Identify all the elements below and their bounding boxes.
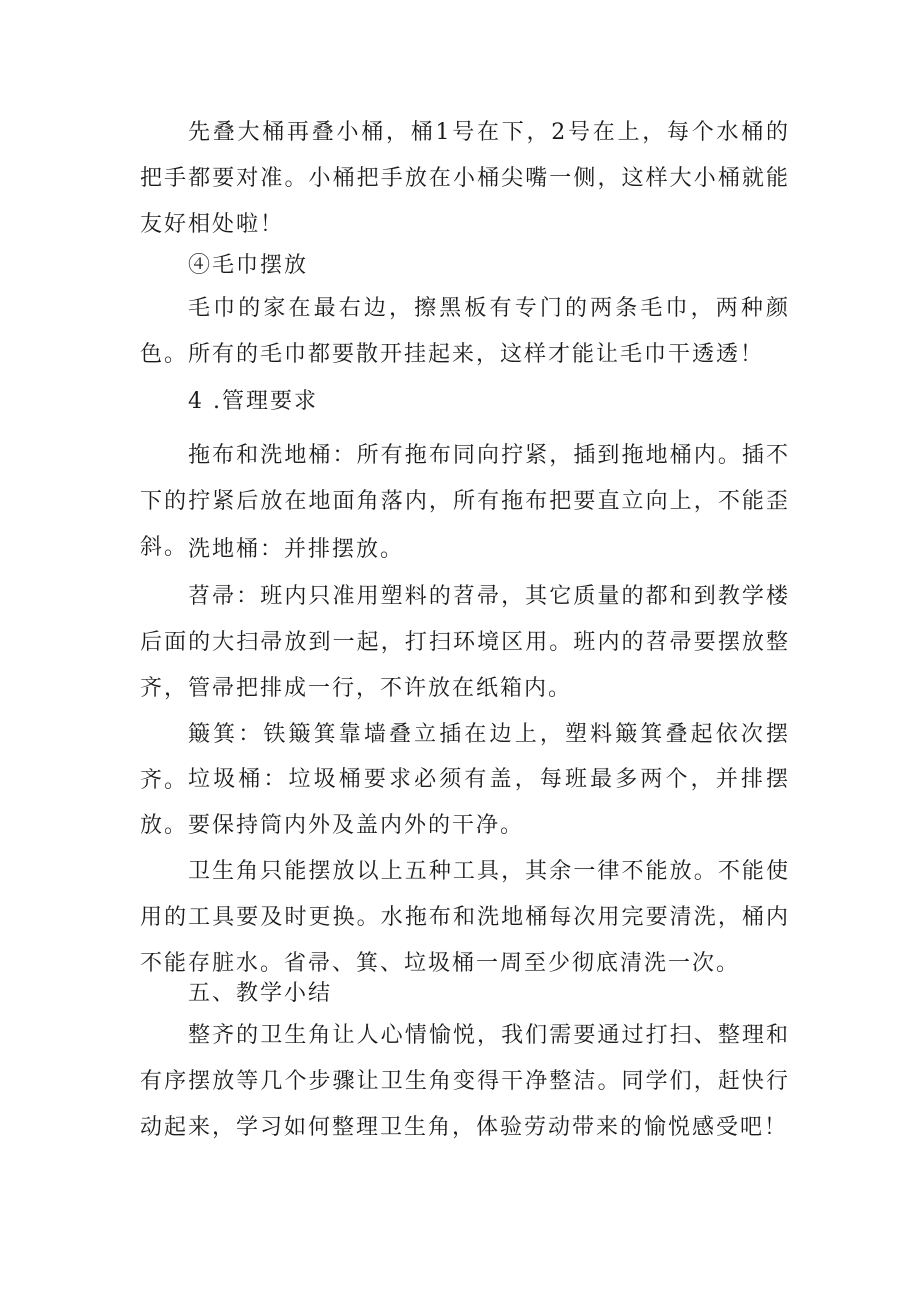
- summary-heading: 五、教学小结: [188, 981, 333, 1006]
- corner-rule-paragraph: 卫生角只能摆放以上五种工具，其余一律不能放。不能使用的工具要及时更换。水拖布和洗地桶每次用完要清洗，桶内不能存脏水。省帚、箕、垃圾桶一周至少彻底清洗一次。: [140, 859, 790, 976]
- towel-paragraph: 毛巾的家在最右边，擦黑板有专门的两条毛巾，两种颜色。所有的毛巾都要散开挂起来，这样才能让毛巾干透透！: [140, 296, 790, 367]
- wash-bucket-paragraph: 洗地桶：并排摆放。: [188, 537, 405, 562]
- trash-paragraph: 垃圾桶：垃圾桶要求必须有盖，每班最多两个，并排摆放。要保持筒内外及盖内外的干净。: [140, 767, 790, 838]
- summary-paragraph: 整齐的卫生角让人心情愉悦，我们需要通过打扫、整理和有序摆放等几个步骤让卫生角变得干净整洁。同学们，赶快行动起来，学习如何整理卫生角，体验劳动带来的愉悦感受吧！: [140, 1023, 790, 1140]
- mop-paragraph: 拖布和洗地桶：所有拖布同向拧紧，插到拖地桶内。插不下的拧紧后放在地面角落内，所有拖布把要直立向上，不能歪斜。: [140, 443, 790, 560]
- broom-paragraph: 苕帚：班内只准用塑料的苕帚，其它质量的都和到教学楼后面的大扫帚放到一起，打扫环境区用。班内的苕帚要摆放整齐，管帚把排成一行，不许放在纸箱内。: [140, 584, 790, 701]
- dustpan-paragraph: 簸箕：铁簸箕靠墙叠立插在边上，塑料簸箕叠起依次摆齐。: [140, 722, 790, 793]
- towel-heading: ④毛巾摆放: [188, 253, 309, 278]
- bucket-stacking-paragraph: 先叠大桶再叠小桶，桶1号在下，2号在上，每个水桶的把手都要对准。小桶把手放在小桶尖嘴一侧，这样大小桶就能友好相处啦！: [140, 120, 790, 237]
- management-heading: 4 .管理要求: [188, 389, 318, 414]
